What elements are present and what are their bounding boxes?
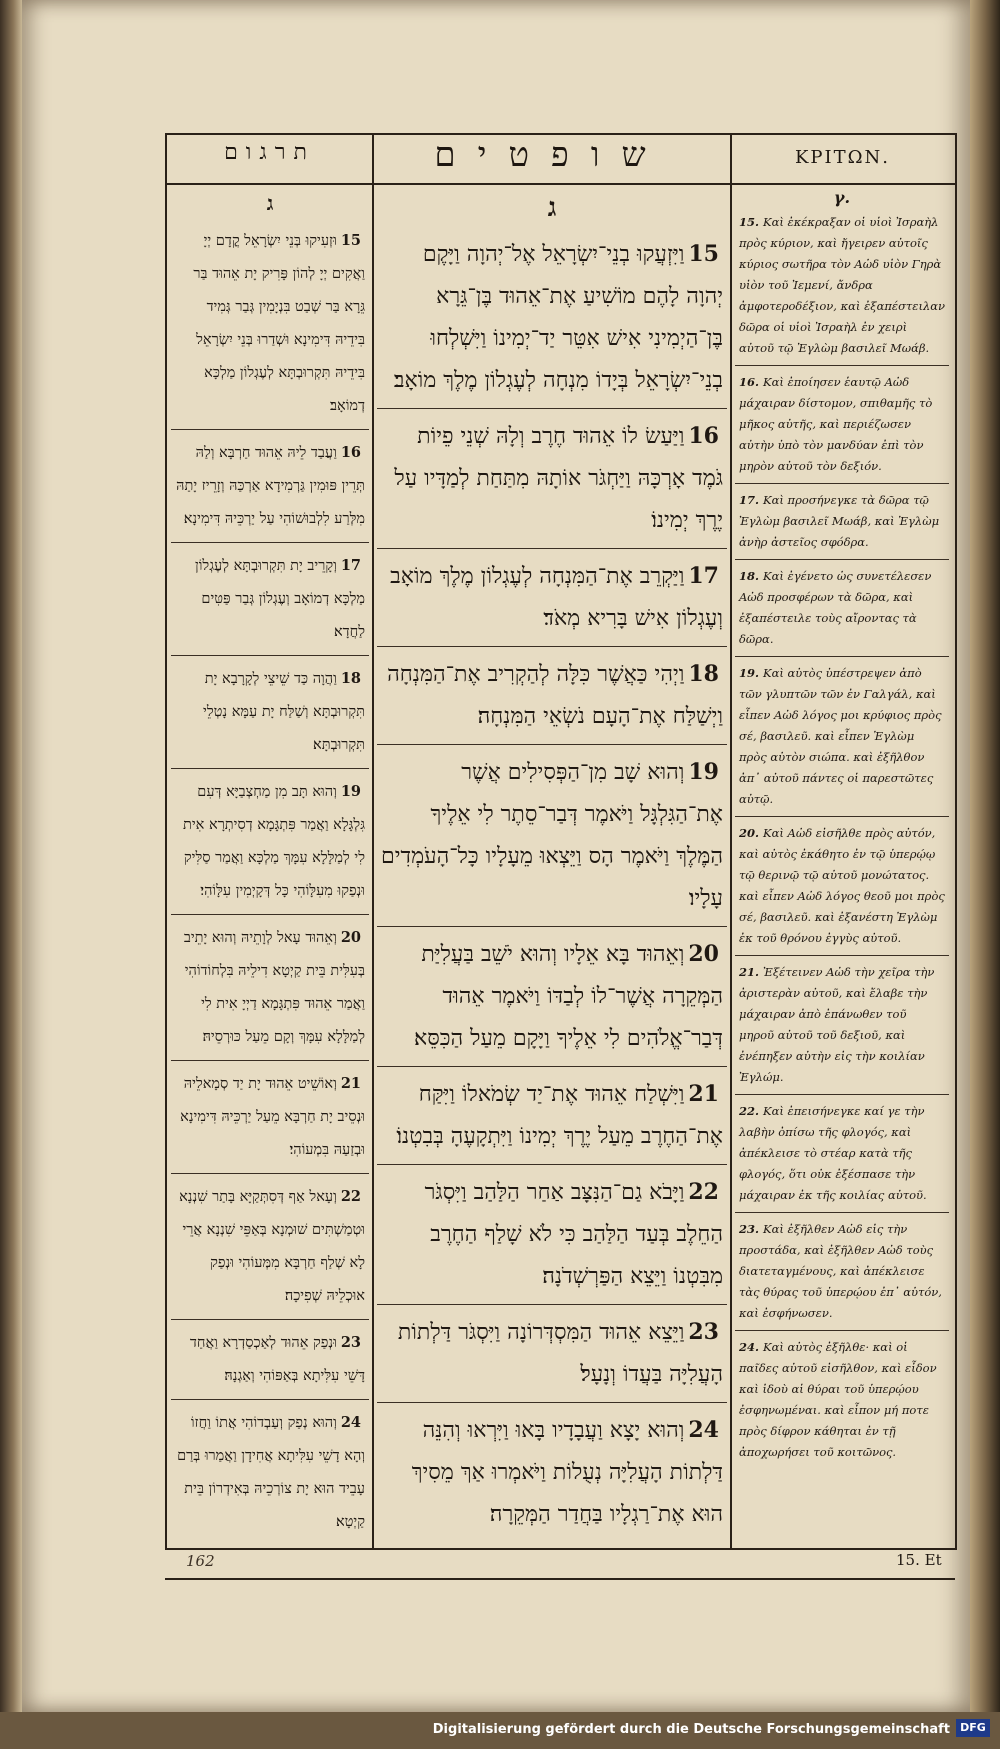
hebrew-verse-text: וַיָּבֹא גַם־הַנִּצָּב אַחַר הַלַּהַב וַיִּסְגֹּר הַחֵלֶב בְּעַד הַלַּהַב כִּי לֹא שָׁלַף הַחֶרֶב מִבִּטְנוֹ וַיֵּצֵא הַפַּרְשְׁדֹנָה׃ — [424, 1180, 723, 1289]
greek-verse — [735, 1219, 949, 1331]
hebrew-verse-text: וַיְהִי כַּאֲשֶׁר כִּלָּה לְהַקְרִיב אֶת־הַמִּנְחָה וַיְשַׁלַּח אֶת־הָעָם נֹשְׂאֵי הַמִּנְחָה׃ — [387, 662, 723, 729]
hebrew-verse-text: וַיַּקְרֵב אֶת־הַמִּנְחָה לְעֶגְלוֹן מֶלֶךְ מוֹאָב וְעֶגְלוֹן אִישׁ בָּרִיא מְאֹד׃ — [390, 564, 723, 631]
greek-verse — [735, 1101, 949, 1213]
greek-verse-text: Καὶ ἐπεισήνεγκε καί γε τὴν λαβὴν ὀπίσω τῆς φλογός, καὶ ἀπέκλεισε τὸ στέαρ κατὰ τῆς φλογός, ὅτι οὐκ ἐξέσπασε τὴν μάχαιραν ἐκ τῆς κοιλίας αὐτοῦ. — [739, 1104, 927, 1202]
aramaic-column — [171, 185, 369, 1540]
aramaic-verse-text: וְעָאל אַף דְּסִתְּקַיָּא בָּתַר שִׁנְנָא וּטְמַשְׁתִּים שׁוּמְנָא בְּאַפֵּי שִׁנְנָא אֲרֵי לָא שְׁלַף חַרְבָּא מִמְּעוֹהִי וּנְפַק אוּכְלֵיהּ שְׁפִיכָה׃ — [179, 1189, 365, 1304]
aramaic-verse — [171, 921, 369, 1061]
book-edge-left — [0, 0, 22, 1749]
aramaic-verse-text: וְהוּא נְפַק וְעַבְדוֹהִי אֲתוֹ וַחֲזוֹ וְהָא דָשֵׁי עִלִּיתָא אֲחִידָן וַאֲמַרוּ בְּרַם עָבֵיד הוּא יָת צוֹרְכֵיהּ בְּאִידְרוֹן בֵּית קַיְטָא׃ — [177, 1415, 365, 1530]
aramaic-verse-text: וּזְעִיקוּ בְּנֵי יִשְׂרָאֵל קֳדָם יְיָ וַאֲקִים יְיָ לְהוֹן פָּרִיק יָת אֵהוּד בַּר גֵּרָא בַּר שְׁבַט בִּנְיָמִין גְּבַר גְּמִיד בִּידֵיהּ דִּימִינָא וּשְׁדַרוּ בְּנֵי יִשְׂרָאֵל בִּידֵיהּ תִּקְרוּבְתָּא לְעֶגְלוֹן מַלְכָּא דְמוֹאָב׃ — [193, 233, 365, 414]
greek-verse-number: 24. — [739, 1340, 760, 1354]
book-edge-right — [970, 0, 1000, 1749]
aramaic-verse — [171, 549, 369, 656]
hebrew-verse-text: וְהוּא שָׁב מִן־הַפְּסִילִים אֲשֶׁר אֶת־הַגִּלְגָּל וַיֹּאמֶר דְּבַר־סֵתֶר לִי אֵלֶיךָ הַמֶּלֶךְ וַיֹּאמֶר הָס וַיֵּצְאוּ מֵעָלָיו כָּל־הָעֹמְדִים עָלָיו׃ — [381, 760, 723, 911]
hebrew-verse — [377, 751, 727, 927]
hebrew-verse-text: וְהוּא יָצָא וַעֲבָדָיו בָּאוּ וַיִּרְאוּ וְהִנֵּה דַּלְתוֹת הָעֲלִיָּה נְעֻלוֹת וַיֹּאמְרוּ אַךְ מֵסִיךְ הוּא אֶת־רַגְלָיו בַּחֲדַר הַמְּקֵרָה׃ — [411, 1418, 723, 1527]
chapter-number-greek: γ. — [833, 188, 851, 207]
greek-verse-number: 21. — [739, 965, 760, 979]
catchword: 15. Et — [896, 1551, 942, 1569]
hebrew-verse — [377, 1171, 727, 1305]
greek-verse-text: Καὶ ἐποίησεν ἑαυτῷ Αὠδ μάχαιραν δίστομον, σπιθαμῆς τὸ μῆκος αὐτῆς, καὶ περιέζωσεν αὐτὴν ὑπὸ τὸν μανδύαν ἐπὶ τὸν μηρὸν αὐτοῦ τὸν δεξιόν. — [739, 375, 933, 473]
aramaic-verse-number: 18 — [340, 670, 361, 687]
greek-verse-text: Καὶ Αὠδ εἰσῆλθε πρὸς αὐτόν, καὶ αὐτὸς ἐκάθητο ἐν τῷ ὑπερῴῳ τῷ θερινῷ τῷ αὐτοῦ μονώτατος. καὶ εἶπεν Αὠδ λόγος θεοῦ μοι πρὸς σέ, βασιλεῦ. καὶ ἐξανέστη Ἐγλὼμ ἐκ τοῦ θρόνου ἐγγὺς αὐτοῦ. — [739, 826, 945, 945]
dfg-logo: DFG — [956, 1719, 990, 1737]
greek-verse-list — [735, 212, 949, 1469]
aramaic-verse-number: 24 — [340, 1414, 361, 1431]
aramaic-verse-text: וְהוּא תָּב מִן מַחְצְבַיָּא דְּעִם גִּלְגָּלָא וַאֲמַר פִּתְגָּמָא דְסִיתְרָא אִית לִי לְמַלָּלָא עִמָּךְ מַלְכָּא וַאֲמַר סַלִּיק וּנְפַקוּ מִעִלָּוֹהִי כָּל דְּקָיְמִין עִלָּוֹהִי׃ — [183, 784, 365, 899]
aramaic-verse-number: 17 — [340, 557, 361, 574]
hebrew-verse — [377, 1409, 727, 1540]
greek-verse — [735, 663, 949, 817]
aramaic-verse-number: 15 — [340, 232, 361, 249]
hebrew-verse — [377, 653, 727, 745]
greek-verse-number: 19. — [739, 666, 760, 680]
digitization-credit: Digitalisierung gefördert durch die Deutsche Forschungsgemeinschaft — [432, 1722, 950, 1737]
hebrew-verse-number: 23 — [688, 1319, 719, 1345]
greek-verse-text: Καὶ ἐκέκραξαν οἱ υἱοὶ Ἰσραὴλ πρὸς κύριον, καὶ ἤγειρεν αὐτοῖς κύριος σωτῆρα τὸν Αὠδ υἱὸν Γηρὰ υἱὸν τοῦ Ἰεμενί, ἄνδρα ἀμφοτεροδέξιον, καὶ ἐξαπέστειλαν δῶρα οἱ υἱοὶ Ἰσραὴλ ἐν χειρὶ αὐτοῦ τῷ Ἐγλὼμ βασιλεῖ Μωάβ. — [739, 215, 946, 355]
aramaic-verse-text: וְאֵהוּד עָאל לְוָתֵיהּ וְהוּא יָתֵיב בְּעִלִּית בֵּית קַיְטָא דִילֵיהּ בִּלְחוֹדוֹהִי וַאֲמַר אֵהוּד פִּתְגָּמָא דַיְיָ אִית לִי לְמַלָּלָא עִמָּךְ וְקָם מֵעַל כּוּרְסֵיהּ׃ — [183, 930, 365, 1045]
column-divider-2 — [730, 135, 732, 1548]
text-frame — [165, 133, 957, 1550]
hebrew-verse — [377, 933, 727, 1067]
aramaic-verse — [171, 775, 369, 915]
aramaic-verse-text: וְקָרֵיב יָת תִּקְרוּבְתָּא לְעֶגְלוֹן מַלְכָּא דְמוֹאָב וְעֶגְלוֹן גְּבַר פַּטִּים לַחֲדָא׃ — [195, 558, 365, 640]
greek-verse-number: 20. — [739, 826, 760, 840]
header-hebrew-title: שופטים — [434, 135, 668, 175]
aramaic-verse-text: וַהֲוָה כַּד שֵׁיצֵי לְקָרָבָא יָת תִּקְרוּבְתָּא וְשַׁלַּח יָת עַמָּא נָטְלֵי תִּקְרוּבְתָּא׃ — [203, 671, 365, 753]
hebrew-verse-number: 22 — [688, 1179, 719, 1205]
column-divider-1 — [372, 135, 374, 1548]
aramaic-verse-text: וְאוֹשֵׁיט אֵהוּד יָת יַד סְמָאלֵיהּ וּנְסֵיב יָת חַרְבָּא מֵעַל יַרְכֵּיהּ דִּימִינָא וּבְזַעַהּ בִּמְעוֹהִי׃ — [180, 1076, 365, 1158]
aramaic-verse-number: 23 — [340, 1334, 361, 1351]
aramaic-verse-number: 19 — [340, 783, 361, 800]
header-aramaic-title: תרגום — [224, 140, 315, 165]
hebrew-verse-number: 20 — [688, 941, 719, 967]
greek-verse-number: 15. — [739, 215, 760, 229]
aramaic-verse-number: 20 — [340, 929, 361, 946]
greek-verse-number: 16. — [739, 375, 760, 389]
hebrew-verse-text: וַיִּזְעֲקוּ בְנֵי־יִשְׂרָאֵל אֶל־יְהוָה וַיָּקֶם יְהוָה לָהֶם מוֹשִׁיעַ אֶת־אֵהוּד בֶּן־גֵּרָא בֶּן־הַיְמִינִי אִישׁ אִטֵּר יַד־יְמִינוֹ וַיִּשְׁלְחוּ בְנֵי־יִשְׂרָאֵל בְּיָדוֹ מִנְחָה לְעֶגְלוֹן מֶלֶךְ מוֹאָב׃ — [393, 242, 723, 393]
aramaic-verse — [171, 1067, 369, 1174]
header-greek-title: ΚΡΙΤΩΝ. — [794, 147, 891, 168]
aramaic-verse — [171, 436, 369, 543]
hebrew-verse-number: 18 — [688, 661, 719, 687]
hebrew-verse-list — [377, 233, 727, 1540]
greek-verse — [735, 962, 949, 1095]
hebrew-verse-number: 19 — [688, 759, 719, 785]
chapter-number-hebrew: ג — [547, 193, 557, 223]
aramaic-verse — [171, 662, 369, 769]
greek-verse-number: 23. — [739, 1222, 760, 1236]
greek-verse — [735, 823, 949, 956]
hebrew-verse-number: 16 — [688, 423, 719, 449]
greek-verse-text: Καὶ ἐγένετο ὡς συνετέλεσεν Αὠδ προσφέρων τὰ δῶρα, καὶ ἐξαπέστειλε τοὺς αἴροντας τὰ δῶρα. — [739, 569, 932, 646]
hebrew-column — [377, 185, 727, 1540]
aramaic-verse — [171, 1406, 369, 1540]
hebrew-verse-number: 24 — [688, 1417, 719, 1443]
hebrew-verse-text: וַיִּשְׁלַח אֵהוּד אֶת־יַד שְׂמֹאלוֹ וַיִּקַּח אֶת־הַחֶרֶב מֵעַל יֶרֶךְ יְמִינוֹ וַיִּתְקָעֶהָ בְּבִטְנוֹ׃ — [396, 1082, 723, 1149]
aramaic-verse — [171, 1180, 369, 1320]
hebrew-verse — [377, 1073, 727, 1165]
hebrew-verse — [377, 1311, 727, 1403]
footer-rule — [165, 1578, 955, 1580]
greek-verse-text: Ἐξέτεινεν Αὠδ τὴν χεῖρα τὴν ἀριστερὰν αὐτοῦ, καὶ ἔλαβε τὴν μάχαιραν ἀπὸ ἐπάνωθεν τοῦ μηροῦ αὐτοῦ τοῦ δεξιοῦ, καὶ ἐνέπηξεν αὐτὴν εἰς τὴν κοιλίαν Ἐγλώμ. — [739, 965, 935, 1084]
chapter-number-aramaic: ג — [266, 191, 274, 215]
greek-verse — [735, 1337, 949, 1469]
aramaic-verse — [171, 1326, 369, 1400]
hebrew-verse — [377, 233, 727, 409]
aramaic-verse-text: וּנְפַק אֵהוּד לְאַכְסַדְרָא וַאֲחַד דָּשֵׁי עִלִּיתָא בְּאַפּוֹהִי וְאַגְנָהּ׃ — [189, 1335, 365, 1384]
hebrew-verse-text: וְאֵהוּד בָּא אֵלָיו וְהוּא יֹשֵׁב בַּעֲלִיַּת הַמְּקֵרָה אֲשֶׁר־לוֹ לְבַדּוֹ וַיֹּאמֶר אֵהוּד דְּבַר־אֱלֹהִים לִי אֵלֶיךָ וַיָּקָם מֵעַל הַכִּסֵּא׃ — [414, 942, 723, 1051]
greek-verse-text: Καὶ ἐξῆλθεν Αὠδ εἰς τὴν προστάδα, καὶ ἐξῆλθεν Αὠδ τοὺς διατεταγμένους, καὶ ἀπέκλεισε τὰς θύρας τοῦ ὑπερῴου ἐπ᾽ αὐτόν, καὶ ἐσφήνωσεν. — [739, 1222, 942, 1320]
hebrew-verse-text: וַיֵּצֵא אֵהוּד הַמִּסְדְּרוֹנָה וַיִּסְגֹּר דַּלְתוֹת הָעֲלִיָּה בַּעֲדוֹ וְנָעָל׃ — [397, 1320, 723, 1387]
hebrew-verse-number: 17 — [688, 563, 719, 589]
aramaic-verse-number: 16 — [340, 444, 361, 461]
aramaic-verse-text: וַעֲבַד לֵיהּ אֵהוּד חַרְבָּא וְלַהּ תְּרֵין פּוּמִין גַּרְמִידָא אַרְכַּהּ וְזָרֵיז יָתַהּ מִלְּרַע לִלְבוּשׁוֹהִי עַל יַרְכֵּיהּ דִּימִינָא׃ — [176, 445, 365, 527]
aramaic-verse-number: 21 — [340, 1075, 361, 1092]
page-number: 162 — [186, 1552, 215, 1570]
greek-column — [735, 185, 949, 1540]
greek-verse-text: Καὶ αὐτὸς ὑπέστρεψεν ἀπὸ τῶν γλυπτῶν τῶν ἐν Γαλγάλ, καὶ εἶπεν Αὠδ λόγος μοι κρύφιος πρὸς σέ, βασιλεῦ. καὶ εἶπεν Ἐγλὼμ πρὸς αὐτὸν σιώπα. καὶ ἐξῆλθον ἀπ᾽ αὐτοῦ πάντες οἱ παρεστῶτες αὐτῷ. — [739, 666, 942, 806]
greek-verse-number: 17. — [739, 493, 760, 507]
hebrew-verse-text: וַיַּעַשׂ לוֹ אֵהוּד חֶרֶב וְלָהּ שְׁנֵי פֵיוֹת גֹּמֶד אָרְכָּהּ וַיַּחְגֹּר אוֹתָהּ מִתַּחַת לְמַדָּיו עַל יֶרֶךְ יְמִינוֹ׃ — [394, 424, 723, 533]
greek-verse — [735, 490, 949, 560]
hebrew-verse-number: 15 — [688, 241, 719, 267]
aramaic-verse — [171, 224, 369, 430]
greek-verse — [735, 566, 949, 657]
hebrew-verse-number: 21 — [688, 1081, 719, 1107]
greek-verse-text: Καὶ προσήνεγκε τὰ δῶρα τῷ Ἐγλὼμ βασιλεῖ Μωάβ, καὶ Ἐγλὼμ ἀνὴρ ἀστεῖος σφόδρα. — [739, 493, 940, 549]
greek-verse-number: 22. — [739, 1104, 760, 1118]
greek-verse-text: Καὶ αὐτὸς ἐξῆλθε· καὶ οἱ παῖδες αὐτοῦ εἰσῆλθον, καὶ εἶδον καὶ ἰδοὺ αἱ θύραι τοῦ ὑπερῴου ἐσφηνωμέναι. καὶ εἶπον μή ποτε πρὸς δίφρον κάθηται ἐν τῇ ἀποχωρήσει τοῦ κοιτῶνος. — [739, 1340, 937, 1459]
greek-verse — [735, 212, 949, 366]
aramaic-verse-list — [171, 224, 369, 1540]
greek-verse-number: 18. — [739, 569, 760, 583]
hebrew-verse — [377, 555, 727, 647]
hebrew-verse — [377, 415, 727, 549]
greek-verse — [735, 372, 949, 484]
aramaic-verse-number: 22 — [340, 1188, 361, 1205]
